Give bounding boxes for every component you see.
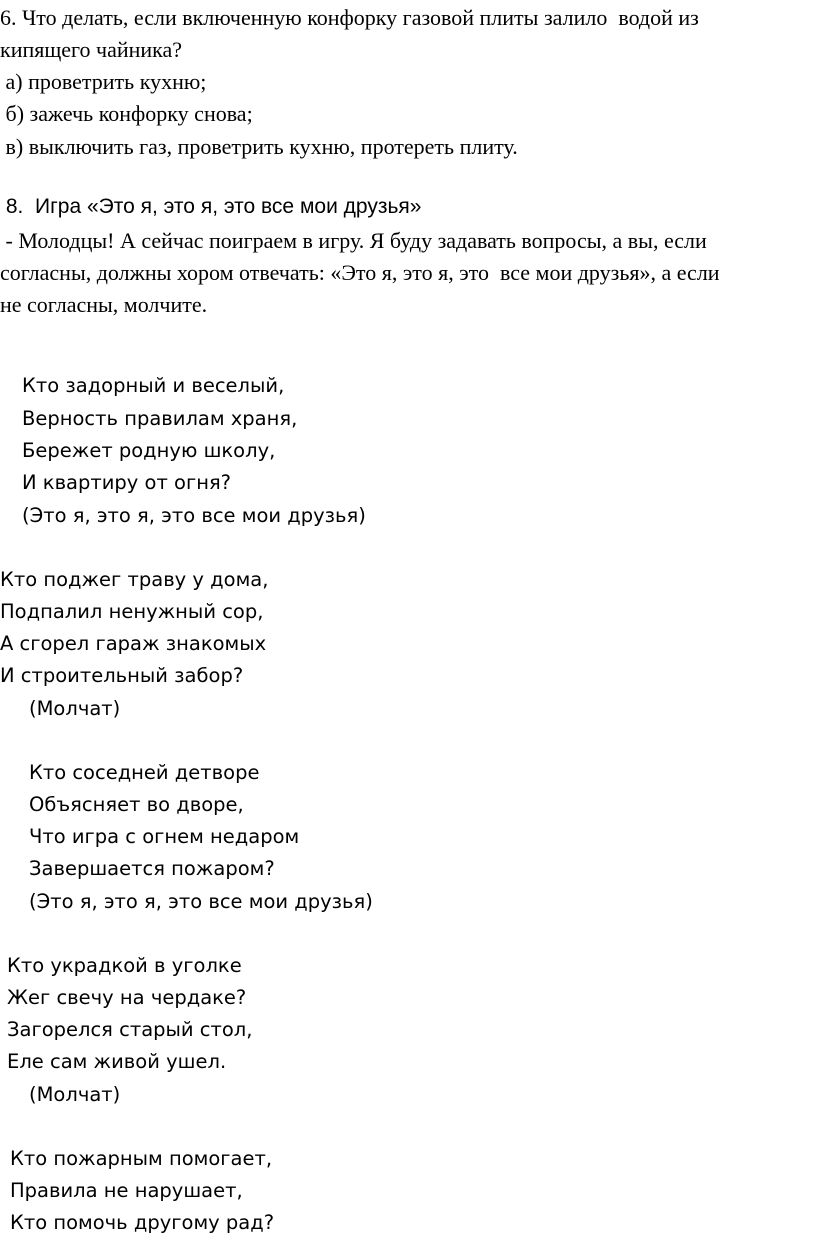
stanza-4-line-3: Загорелся старый стол, bbox=[7, 1018, 253, 1041]
question-6-option-c: в) выключить газ, проветрить кухню, протереть плиту. bbox=[0, 134, 518, 159]
stanza-3-line-1: Кто соседней детворе bbox=[29, 761, 260, 784]
stanza-1-line-5: (Это я, это я, это все мои друзья) bbox=[22, 504, 366, 527]
question-6-line-1: 6. Что делать, если включенную конфорку газовой плиты залило водой из bbox=[0, 5, 699, 30]
stanza-5-line-2: Правила не нарушает, bbox=[10, 1179, 243, 1202]
stanza-3-line-3: Что игра с огнем недаром bbox=[29, 825, 300, 848]
stanza-4-line-1: Кто украдкой в уголке bbox=[7, 954, 242, 977]
stanza-2-line-5: (Молчат) bbox=[29, 697, 121, 720]
stanza-3-line-4: Завершается пожаром? bbox=[29, 857, 275, 880]
stanza-4-line-2: Жег свечу на чердаке? bbox=[7, 986, 247, 1009]
stanza-1-line-2: Верность правилам храня, bbox=[22, 407, 298, 430]
stanza-2-line-4: И строительный забор? bbox=[0, 664, 244, 687]
section-8-intro-line-1: - Молодцы! А сейчас поиграем в игру. Я буду задавать вопросы, а вы, если bbox=[0, 228, 707, 253]
stanza-2-line-3: А сгорел гараж знакомых bbox=[0, 632, 267, 655]
stanza-3-line-5: (Это я, это я, это все мои друзья) bbox=[29, 890, 373, 913]
stanza-4-line-4: Еле сам живой ушел. bbox=[7, 1050, 227, 1073]
stanza-1-line-1: Кто задорный и веселый, bbox=[22, 374, 285, 397]
question-6-option-a: а) проветрить кухню; bbox=[0, 69, 207, 94]
stanza-5-line-1: Кто пожарным помогает, bbox=[10, 1147, 273, 1170]
stanza-1-line-3: Бережет родную школу, bbox=[22, 439, 276, 462]
stanza-2-line-2: Подпалил ненужный сор, bbox=[0, 600, 264, 623]
section-8-heading: 8. Игра «Это я, это я, это все мои друзья» bbox=[0, 195, 422, 218]
stanza-5-line-3: Кто помочь другому рад? bbox=[10, 1211, 275, 1234]
stanza-4-line-5: (Молчат) bbox=[29, 1083, 121, 1106]
question-6-option-b: б) зажечь конфорку снова; bbox=[0, 101, 253, 126]
stanza-1-line-4: И квартиру от огня? bbox=[22, 471, 232, 494]
stanza-3-line-2: Объясняет во дворе, bbox=[29, 793, 244, 816]
question-6-line-2: кипящего чайника? bbox=[0, 37, 183, 62]
stanza-2-line-1: Кто поджег траву у дома, bbox=[0, 568, 269, 591]
section-8-intro-line-2: согласны, должны хором отвечать: «Это я, это я, это все мои друзья», а если bbox=[0, 260, 720, 285]
section-8-intro-line-3: не согласны, молчите. bbox=[0, 292, 208, 317]
